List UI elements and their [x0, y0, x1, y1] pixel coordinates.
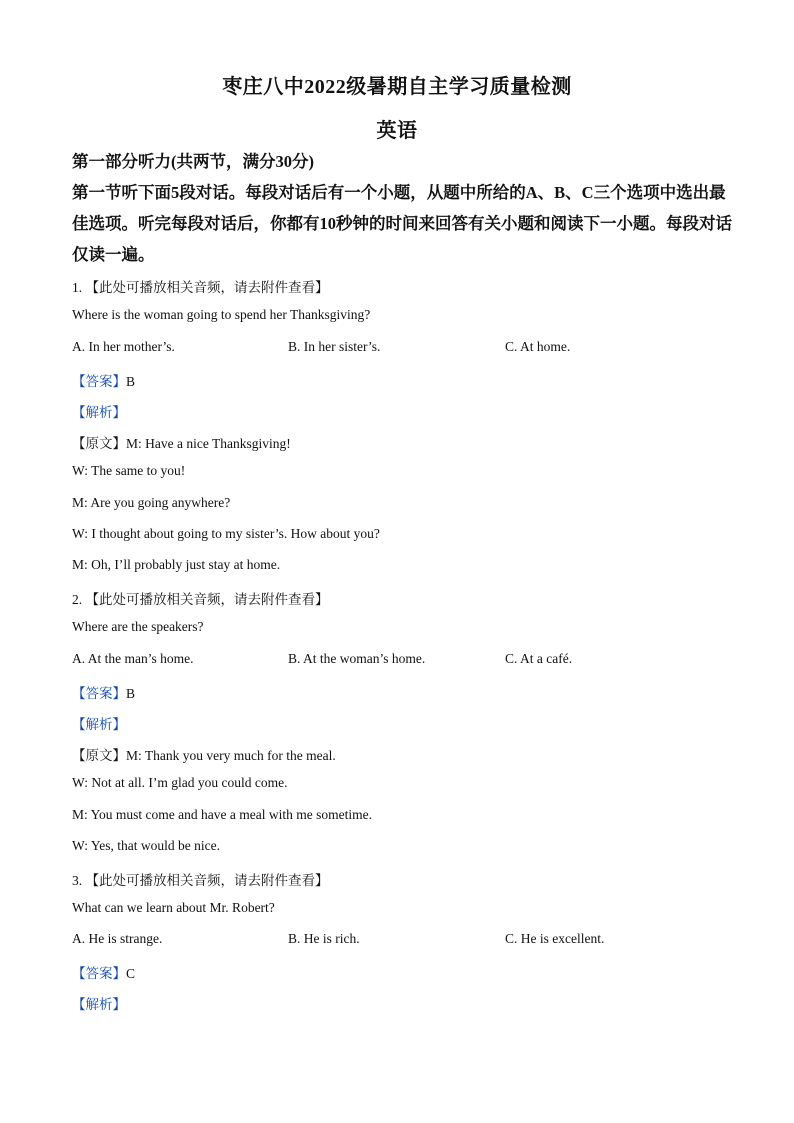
question-3-option-c: C. He is excellent.	[505, 931, 605, 946]
question-2-transcript-line: W: Not at all. I’m glad you could come.	[72, 775, 288, 790]
question-1-answer	[72, 370, 135, 390]
question-1-stem: Where is the woman going to spend her Thanksgiving?	[72, 307, 371, 322]
question-2-transcript-line	[72, 744, 336, 764]
page-title: 枣庄八中2022级暑期自主学习质量检测	[222, 76, 572, 98]
question-1-audio-note[interactable]: 1. 【此处可播放相关音频，请去附件查看】	[72, 280, 329, 295]
question-2-option-c: C. At a café.	[505, 651, 573, 666]
question-2-audio-note[interactable]: 2. 【此处可播放相关音频，请去附件查看】	[72, 592, 329, 607]
question-1-transcript-line: W: I thought about going to my sister’s. How about you?	[72, 526, 380, 541]
question-1-transcript-line: W: The same to you!	[72, 463, 186, 478]
question-3-audio-note[interactable]: 3. 【此处可播放相关音频，请去附件查看】	[72, 873, 329, 888]
question-3-option-a: A. He is strange.	[72, 931, 163, 946]
answer-value: B	[126, 374, 136, 389]
question-1-option-b: B. In her sister’s.	[288, 339, 381, 354]
section-instructions: 第一节听下面5段对话。每段对话后有一个小题，从题中所给的A、B、C三个选项中选出最佳选项。听完每段对话后，你都有10秒钟的时间来回答有关小题和阅读下一小题。每段对话仅读一遍。	[72, 183, 732, 264]
question-2-transcript-line: W: Yes, that would be nice.	[72, 838, 220, 853]
question-3-stem: What can we learn about Mr. Robert?	[72, 900, 275, 915]
transcript-text: M: Have a nice Thanksgiving!	[126, 436, 291, 451]
question-3-analysis-label: 【解析】	[72, 997, 126, 1012]
question-1-transcript-line: M: Are you going anywhere?	[72, 495, 231, 510]
question-3-option-b: B. He is rich.	[288, 931, 360, 946]
answer-label: 【答案】	[72, 966, 126, 981]
question-2-stem: Where are the speakers?	[72, 619, 204, 634]
answer-label: 【答案】	[72, 374, 126, 389]
answer-label: 【答案】	[72, 686, 126, 701]
subject-title: 英语	[376, 120, 418, 142]
answer-value: B	[126, 686, 136, 701]
question-1-option-a: A. In her mother’s.	[72, 339, 175, 354]
question-3-answer	[72, 962, 135, 982]
question-1-transcript-line: M: Oh, I’ll probably just stay at home.	[72, 557, 281, 572]
question-2-option-b: B. At the woman’s home.	[288, 651, 426, 666]
part-heading: 第一部分听力(共两节，满分30分)	[72, 152, 314, 171]
question-2-answer	[72, 682, 135, 702]
question-2-option-a: A. At the man’s home.	[72, 651, 194, 666]
question-2-analysis-label: 【解析】	[72, 717, 126, 732]
question-1-transcript-line	[72, 432, 291, 452]
transcript-label: 【原文】	[72, 436, 126, 451]
question-1-option-c: C. At home.	[505, 339, 571, 354]
transcript-text: M: Thank you very much for the meal.	[126, 748, 336, 763]
question-1-analysis-label: 【解析】	[72, 405, 126, 420]
transcript-label: 【原文】	[72, 748, 126, 763]
question-2-transcript-line: M: You must come and have a meal with me sometime.	[72, 807, 372, 822]
answer-value: C	[126, 966, 136, 981]
